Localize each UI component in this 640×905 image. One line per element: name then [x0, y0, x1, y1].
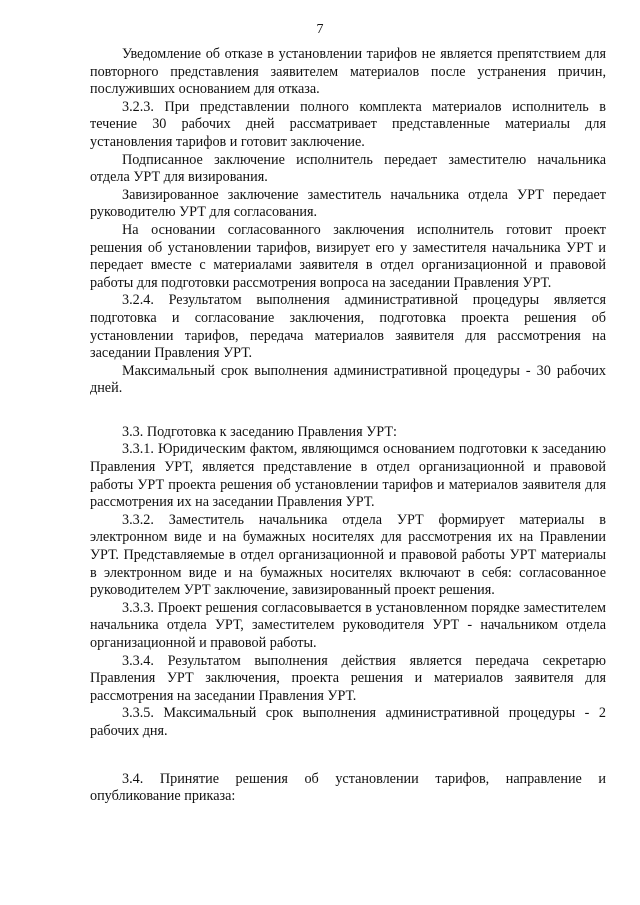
paragraph-endorsed-conclusion: Завизированное заключение заместитель начальника отдела УРТ передает руководителю УРТ для согласования. — [90, 186, 606, 221]
paragraph-refusal-notice: Уведомление об отказе в установлении тарифов не является препятствием для повторного представления заявителем материалов после устранения причин, послуживших основанием для отказа. — [90, 46, 606, 98]
paragraph-3-3-1: 3.3.1. Юридическим фактом, являющимся основанием подготовки к заседанию Правления УРТ, является представление в отдел организационной и правовой работы УРТ проекта решения об установлении тарифов и материалов заявителя для рассмотрения их на заседании Правления УРТ. — [90, 441, 606, 511]
section-heading-3-3: 3.3. Подготовка к заседанию Правления УРТ: — [122, 423, 397, 440]
paragraph-3-2-4: 3.2.4. Результатом выполнения административной процедуры является подготовка и согласование заключения, подготовка проекта решения об установлении тарифов, передача материалов заявителя для рассмотрения на заседании Правления УРТ. — [90, 292, 606, 362]
section-heading-3-4: 3.4. Принятие решения об установлении тарифов, направление и опубликование приказа: — [90, 770, 606, 805]
document-body — [90, 46, 606, 806]
paragraph-3-3-3: 3.3.3. Проект решения согласовывается в установленном порядке заместителем начальника отдела УРТ, заместителем руководителя УРТ - начальником отдела организационной и правовой работы. — [90, 599, 606, 651]
paragraph-3-3-5: 3.3.5. Максимальный срок выполнения административной процедуры - 2 рабочих дня. — [90, 705, 606, 739]
paragraph-3-3-4: 3.3.4. Результатом выполнения действия является передача секретарю Правления УРТ заключения, проекта решения и материалов заявителя для рассмотрения на заседании Правления УРТ. — [90, 652, 606, 704]
page-number: 7 — [316, 22, 324, 37]
paragraph-draft-decision: На основании согласованного заключения исполнитель готовит проект решения об установлении тарифов, визирует его у заместителя начальника УРТ и передает вместе с материалами заявителя в отдел организационной и правовой работы для подготовки рассмотрения вопроса на заседании Правления УРТ. — [90, 221, 606, 291]
paragraph-3-2-3: 3.2.3. При представлении полного комплекта материалов исполнитель в течение 30 рабочих дней рассматривает представленные материалы для установления тарифов и готовит заключение. — [90, 98, 606, 150]
paragraph-3-3-2: 3.3.2. Заместитель начальника отдела УРТ формирует материалы в электронном виде и на бумажных носителях для рассмотрения их на Правлении УРТ. Представляемые в отдел организационной и правовой работы УРТ материалы в электронном виде и на бумажных носителях включают в себя: согласованное руководителем УРТ заключение, завизированный проект решения. — [90, 511, 606, 599]
paragraph-signed-conclusion: Подписанное заключение исполнитель передает заместителю начальника отдела УРТ для визирования. — [90, 151, 606, 186]
paragraph-max-term-30: Максимальный срок выполнения административной процедуры - 30 рабочих дней. — [90, 362, 606, 397]
